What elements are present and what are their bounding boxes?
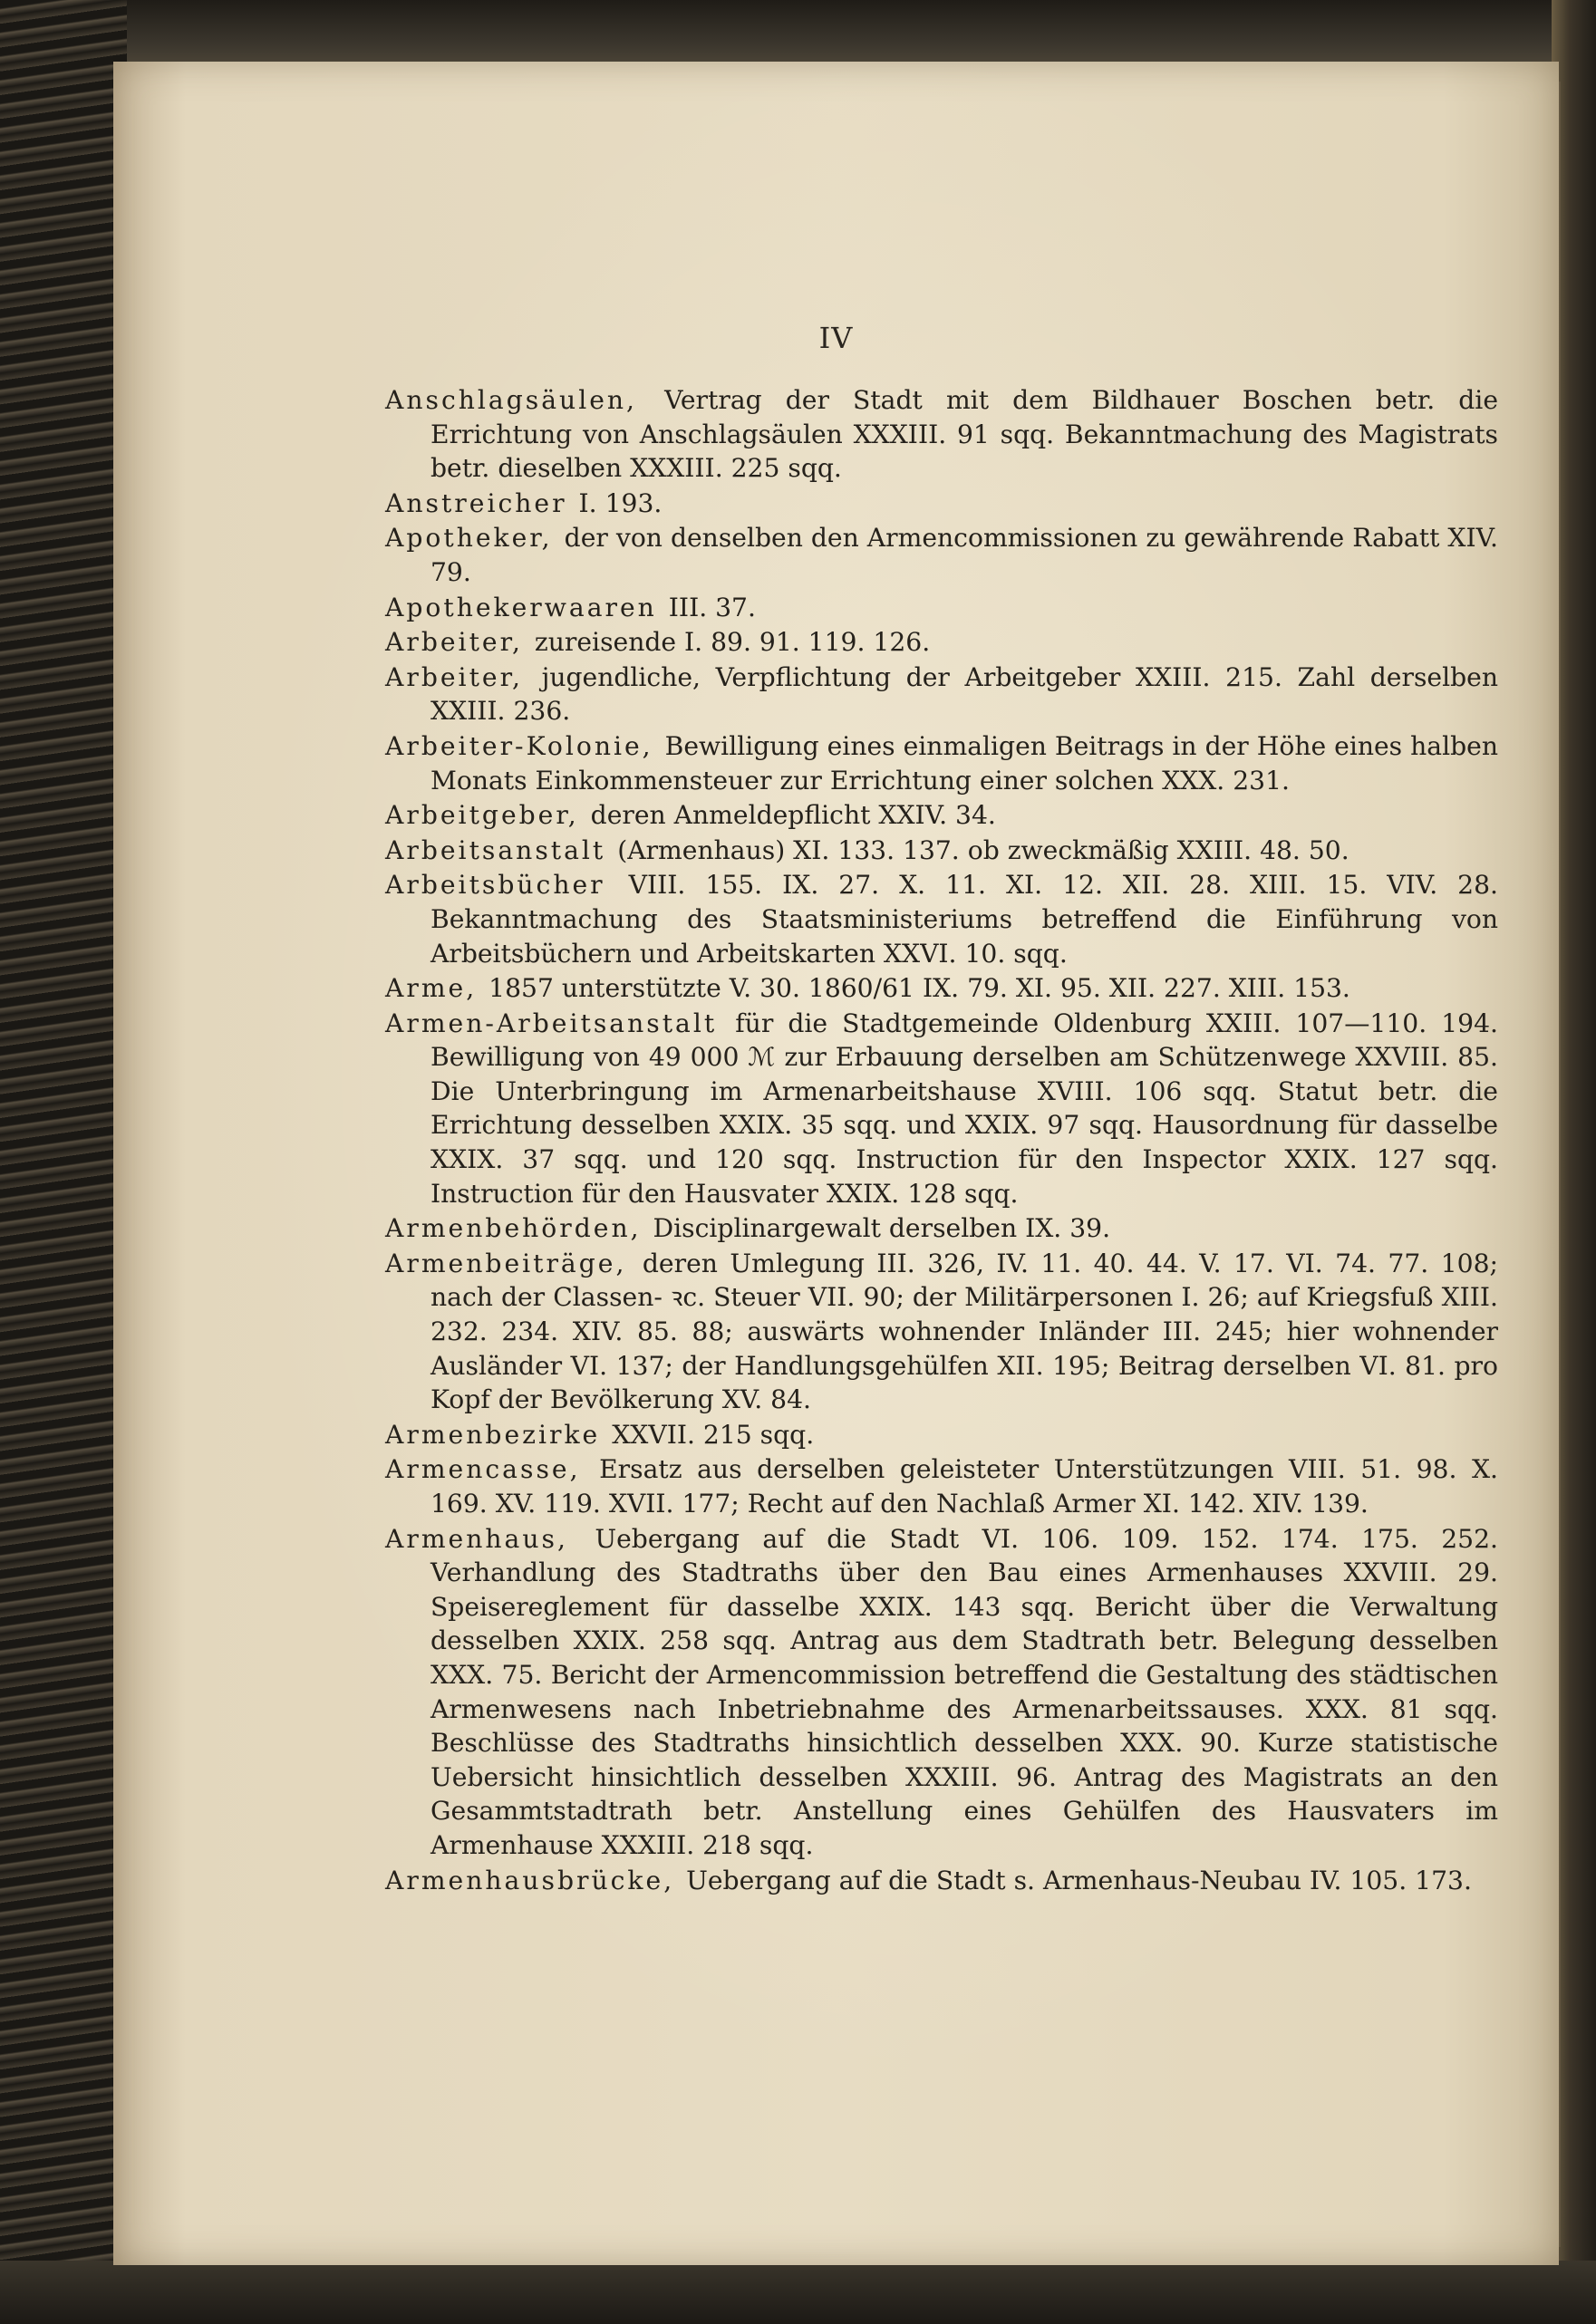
index-entry bbox=[385, 1247, 1498, 1417]
index-entries bbox=[385, 383, 1498, 1898]
entry-headword: Apotheker, bbox=[385, 523, 553, 554]
entry-text: 1857 unterstützte V. 30. 1860/61 IX. 79. XI. 95. XII. 227. XIII. 153. bbox=[488, 973, 1350, 1004]
entry-headword: Anstreicher bbox=[385, 487, 567, 518]
entry-text: der von denselben den Armencommissionen zu gewährende Rabatt XIV. 79. bbox=[430, 523, 1499, 587]
index-entry bbox=[385, 1418, 1498, 1452]
book-cover-top-edge bbox=[0, 0, 1596, 63]
entry-text: Uebergang auf die Stadt s. Armenhaus-Neubau IV. 105. 173. bbox=[686, 1865, 1472, 1895]
paper-page bbox=[113, 62, 1559, 2265]
entry-text: Ersatz aus derselben geleisteter Unterstützungen VIII. 51. 98. X. 169. XV. 119. XVII. 177; Recht auf den Nachlaß Armer XI. 142. XIV. 139. bbox=[430, 1454, 1498, 1519]
index-entry bbox=[385, 1452, 1498, 1520]
entry-text: (Armenhaus) XI. 133. 137. ob zweckmäßig XXIII. 48. 50. bbox=[617, 834, 1349, 865]
index-entry bbox=[385, 834, 1498, 868]
index-entry bbox=[385, 487, 1498, 521]
entry-text: Vertrag der Stadt mit dem Bildhauer Boschen betr. die Errichtung von Anschlagsäulen XXXIII. 91 sqq. Bekanntmachung des Magistrats betr. dieselben XXXIII. 225 sqq. bbox=[430, 385, 1498, 484]
index-entry bbox=[385, 868, 1498, 970]
entry-headword: Armenhausbrücke, bbox=[385, 1865, 675, 1895]
index-entry bbox=[385, 383, 1498, 486]
entry-text: deren Umlegung III. 326, IV. 11. 40. 44. V. 17. VI. 74. 77. 108; nach der Classen- ꝛc. Steuer VII. 90; der Militärpersonen I. 26; auf Kriegsfuß XIII. 232. 234. XIV. 85. 88; auswärts wohnender Inländer III. 245; hier wohnender Ausländer VI. 137; der Handlungsgehülfen XII. 195; Beitrag derselben VI. 81. pro Kopf der Bevölkerung XV. 84. bbox=[430, 1248, 1498, 1415]
entry-text: VIII. 155. IX. 27. X. 11. XI. 12. XII. 28. XIII. 15. VIV. 28. Bekanntmachung des Staatsministeriums betreffend die Einführung von Arbeitsbüchern und Arbeitskarten XXVI. 10. sqq. bbox=[430, 870, 1498, 969]
index-entry bbox=[385, 521, 1498, 589]
entry-headword: Armenbeiträge, bbox=[385, 1248, 627, 1278]
entry-headword: Armen-Arbeitsanstalt bbox=[385, 1008, 718, 1038]
entry-headword: Armenbehörden, bbox=[385, 1213, 642, 1244]
entry-headword: Armenbezirke bbox=[385, 1419, 601, 1450]
entry-text: I. 193. bbox=[578, 487, 663, 518]
page-number: IV bbox=[818, 321, 854, 355]
entry-headword: Arbeiter-Kolonie, bbox=[385, 730, 653, 761]
entry-text: jugendliche, Verpflichtung der Arbeitgeber XXIII. 215. Zahl derselben XXIII. 236. bbox=[430, 661, 1498, 727]
entry-text: Uebergang auf die Stadt VI. 106. 109. 152. 174. 175. 252. Verhandlung des Stadtraths über den Bau eines Armenhauses XXVIII. 29. Speisereglement für dasselbe XXIX. 143 sqq. Bericht über die Verwaltung desselben XXIX. 258 sqq. Antrag aus dem Stadtrath betr. Belegung desselben XXX. 75. Bericht der Armencommission betreffend die Gestaltung des städtischen Armenwesens nach Inbetriebnahme des Armenarbeitssauses. XXX. 81 sqq. Beschlüsse des Stadtraths hinsichtlich desselben XXX. 90. Kurze statistische Uebersicht hinsichtlich desselben XXXIII. 96. Antrag des Magistrats an den Gesammtstadtrath betr. Anstellung eines Gehülfen des Hausvaters im Armenhause XXXIII. 218 sqq. bbox=[430, 1523, 1498, 1860]
index-entry bbox=[385, 798, 1498, 833]
index-entry bbox=[385, 729, 1498, 797]
entry-headword: Armencasse, bbox=[385, 1454, 581, 1485]
entry-text: III. 37. bbox=[668, 592, 756, 622]
entry-text: zureisende I. 89. 91. 119. 126. bbox=[534, 627, 931, 658]
entry-text: XXVII. 215 sqq. bbox=[612, 1419, 815, 1450]
book-cover-bottom-edge bbox=[0, 2261, 1596, 2324]
entry-headword: Apothekerwaaren bbox=[385, 592, 657, 622]
index-entry bbox=[385, 591, 1498, 625]
entry-headword: Arbeiter, bbox=[385, 661, 523, 692]
entry-text: deren Anmeldepflicht XXIV. 34. bbox=[590, 800, 996, 831]
index-entry bbox=[385, 1007, 1498, 1211]
entry-headword: Arbeiter, bbox=[385, 627, 523, 658]
entry-headword: Armenhaus, bbox=[385, 1523, 568, 1554]
entry-text: Disciplinargewalt derselben IX. 39. bbox=[653, 1213, 1111, 1244]
index-entry bbox=[385, 661, 1498, 728]
entry-headword: Arbeitsanstalt bbox=[385, 834, 606, 865]
index-entry bbox=[385, 1864, 1498, 1898]
entry-headword: Anschlagsäulen, bbox=[385, 385, 638, 415]
index-entry bbox=[385, 1211, 1498, 1246]
index-entry bbox=[385, 625, 1498, 660]
index-entry bbox=[385, 971, 1498, 1006]
entry-headword: Arbeitsbücher bbox=[385, 870, 605, 901]
marbled-book-cover-left bbox=[0, 0, 127, 2324]
entry-headword: Arbeitgeber, bbox=[385, 800, 579, 831]
entry-text: für die Stadtgemeinde Oldenburg XXIII. 107—110. 194. Bewilligung von 49 000 ℳ zur Erbauung derselben am Schützenwege XXVIII. 85. Die Unterbringung im Armenarbeitshause XVIII. 106 sqq. Statut betr. die Errichtung desselben XXIX. 35 sqq. und XXIX. 97 sqq. Hausordnung für dasselbe XXIX. 37 sqq. und 120 sqq. Instruction für den Inspector XXIX. 127 sqq. Instruction für den Hausvater XXIX. 128 sqq. bbox=[430, 1008, 1498, 1209]
index-entry bbox=[385, 1522, 1498, 1863]
entry-text: Bewilligung eines einmaligen Beitrags in der Höhe eines halben Monats Einkommensteuer zur Errichtung einer solchen XXX. 231. bbox=[430, 730, 1498, 796]
entry-headword: Arme, bbox=[385, 973, 478, 1004]
